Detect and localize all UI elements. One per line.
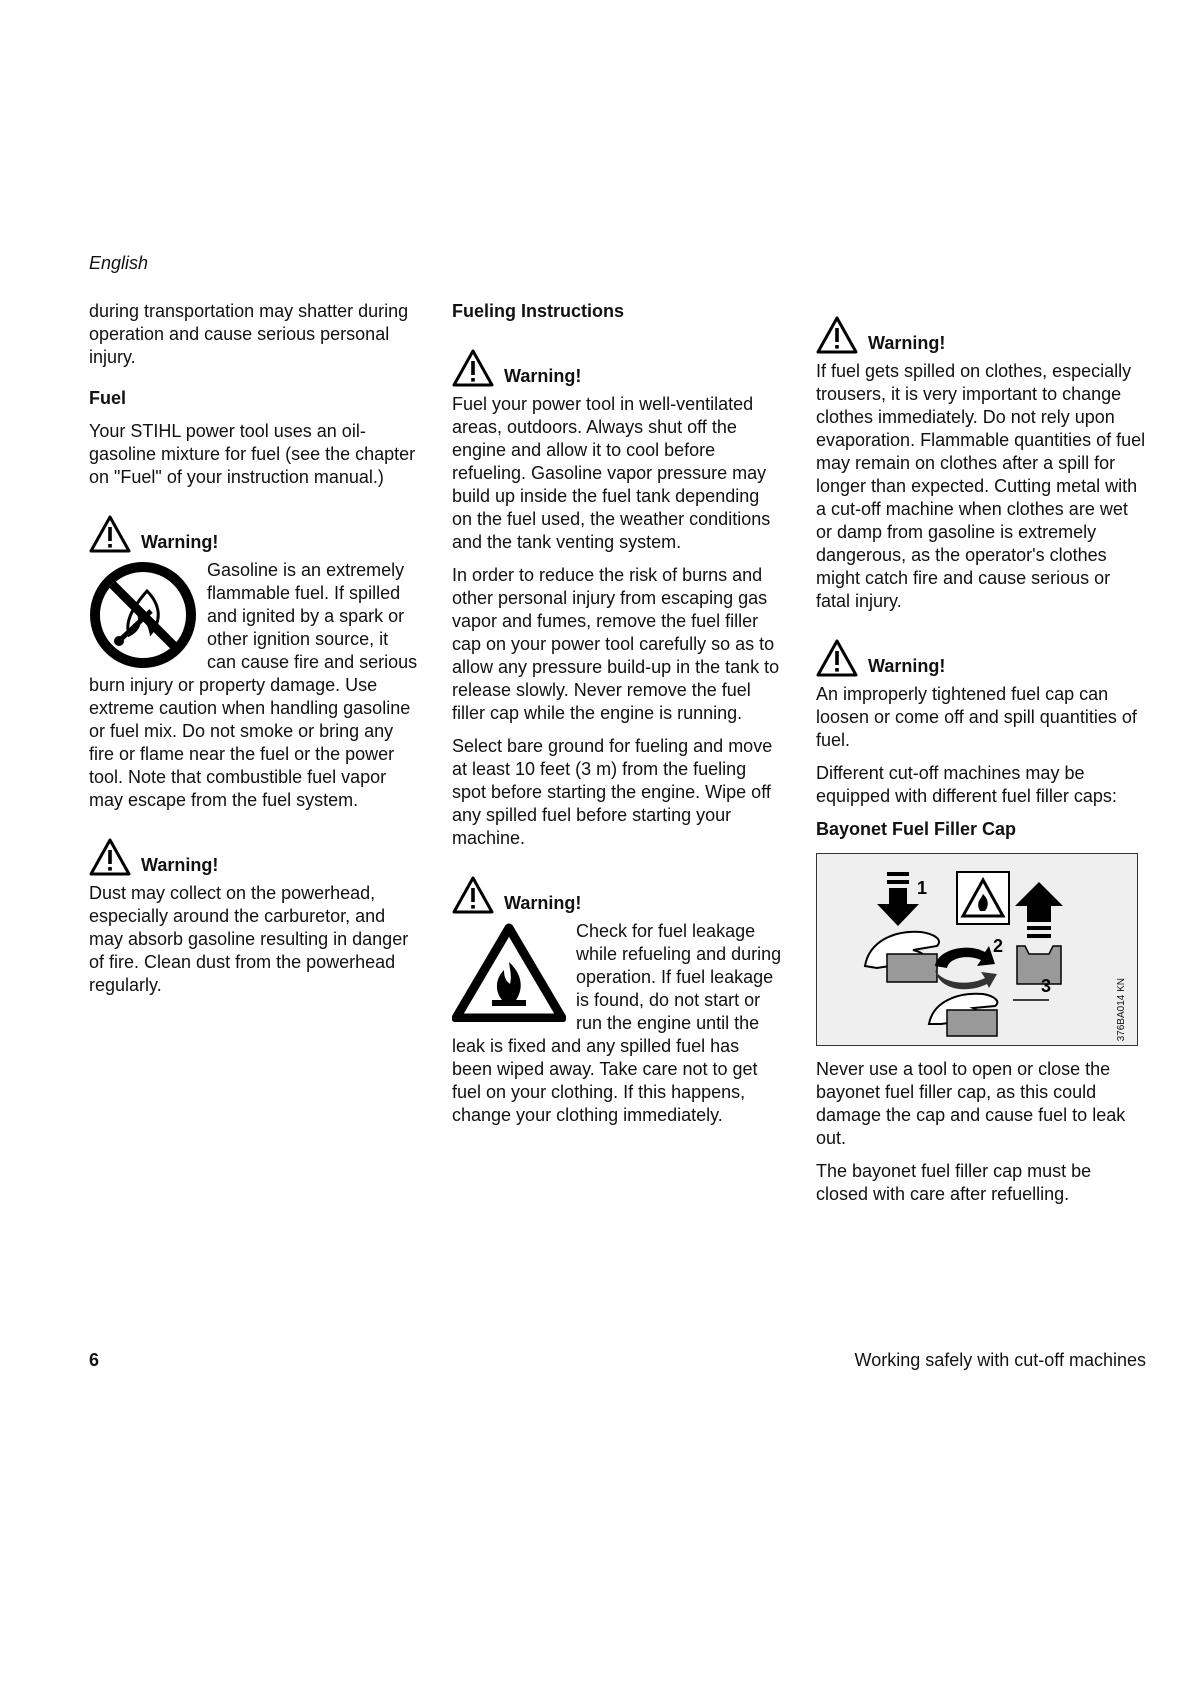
fuel-paragraph: Your STIHL power tool uses an oil-gasoline mixture for fuel (see the chapter on "Fuel" of your instruction manual.) — [89, 421, 416, 487]
bayonet-cap-illustration — [817, 854, 1139, 1047]
column-3 — [816, 312, 1146, 1206]
warning-label: Warning! — [504, 366, 582, 386]
column-1 — [89, 300, 419, 997]
figure-step-3: 3 — [1041, 976, 1052, 996]
warning-triangle-icon — [816, 316, 858, 354]
bayonet-cap-heading: Bayonet Fuel Filler Cap — [816, 819, 1017, 839]
warning-label: Warning! — [141, 532, 219, 552]
no-open-flame-icon — [89, 561, 197, 669]
paragraph: Fuel your power tool in well-ventilated areas, outdoors. Always shut off the engine and allow it to cool before refueling. Gasoline vapor pressure may build up inside the fuel tank depending on the fuel used, the weather conditions and the tank venting system. — [452, 394, 771, 552]
warning-text: Check for fuel leakage while refueling and during operation. If fuel leakage is found, do not start or run the engine until the leak is fixed and any spilled fuel has been wiped away. Take care not to get fuel on your clothing. If this happens, change your clothing immediately. — [452, 921, 782, 1125]
warning-label: Warning! — [868, 656, 946, 676]
paragraph: In order to reduce the risk of burns and other personal injury from escaping gas vapor and fumes, remove the fuel filler cap on your power tool carefully so as to allow any pressure build-up in the tank to release slowly. Never remove the fuel filler cap while the engine is running. — [452, 565, 780, 723]
warning-text: If fuel gets spilled on clothes, especially trousers, it is very important to change clothes immediately. Do not rely upon evaporation. Flammable quantities of fuel may remain on clothes after a spill for longer than expected. Cutting metal with a cut-off machine when clothes are wet or damp from gasoline is extremely dangerous, as the operator's clothes might catch fire and cause serious or fatal injury. — [816, 361, 1146, 611]
warning-body — [89, 559, 419, 812]
warning-header — [816, 312, 1146, 354]
warning-header — [452, 872, 782, 914]
warning-label: Warning! — [141, 855, 219, 875]
warning-header — [89, 511, 419, 553]
warning-triangle-icon — [89, 515, 131, 553]
warning-text: Gasoline is an extremely flammable fuel. If spilled and ignited by a spark or other ignition source, it can cause fire and serious burn injury or property damage. Use extreme caution when handling gasoline or fuel mix. Do not smoke or bring any fire or flame near the fuel or the power tool. Note that combustible fuel vapor may escape from the fuel system. — [89, 560, 418, 810]
paragraph: The bayonet fuel filler cap must be closed with care after refuelling. — [816, 1161, 1092, 1204]
section-title: Working safely with cut-off machines — [854, 1350, 1146, 1370]
warning-label: Warning! — [868, 333, 946, 353]
figure-step-1: 1 — [917, 878, 928, 898]
figure-step-2: 2 — [993, 936, 1004, 956]
warning-body — [452, 920, 782, 1127]
bayonet-cap-figure — [816, 853, 1138, 1046]
warning-header — [816, 635, 1146, 677]
warning-triangle-icon — [452, 349, 494, 387]
figure-code: 376BA014 KN — [1116, 977, 1127, 1041]
warning-header — [89, 834, 419, 876]
fuel-heading: Fuel — [89, 388, 127, 408]
column-2 — [452, 300, 782, 1127]
warning-triangle-icon — [89, 838, 131, 876]
flammable-warning-icon — [452, 922, 566, 1022]
warning-header — [452, 345, 782, 387]
page-number: 6 — [89, 1350, 100, 1370]
warning-triangle-icon — [816, 639, 858, 677]
warning-triangle-icon — [452, 876, 494, 914]
fueling-instructions-heading: Fueling Instructions — [452, 301, 625, 321]
paragraph: Never use a tool to open or close the bayonet fuel filler cap, as this could damage the cap and cause fuel to leak out. — [816, 1059, 1126, 1148]
language-label: English — [89, 253, 149, 273]
continued-paragraph: during transportation may shatter during operation and cause serious personal injury. — [89, 301, 409, 367]
warning-label: Warning! — [504, 893, 582, 913]
paragraph: Different cut-off machines may be equipped with different fuel filler caps: — [816, 763, 1117, 806]
paragraph: Select bare ground for fueling and move at least 10 feet (3 m) from the fueling spot before starting the engine. Wipe off any spilled fuel before starting your machine. — [452, 736, 773, 848]
warning-text: Dust may collect on the powerhead, especially around the carburetor, and may absorb gasoline resulting in danger of fire. Clean dust from the powerhead regularly. — [89, 883, 409, 995]
warning-text: An improperly tightened fuel cap can loosen or come off and spill quantities of fuel. — [816, 684, 1137, 750]
